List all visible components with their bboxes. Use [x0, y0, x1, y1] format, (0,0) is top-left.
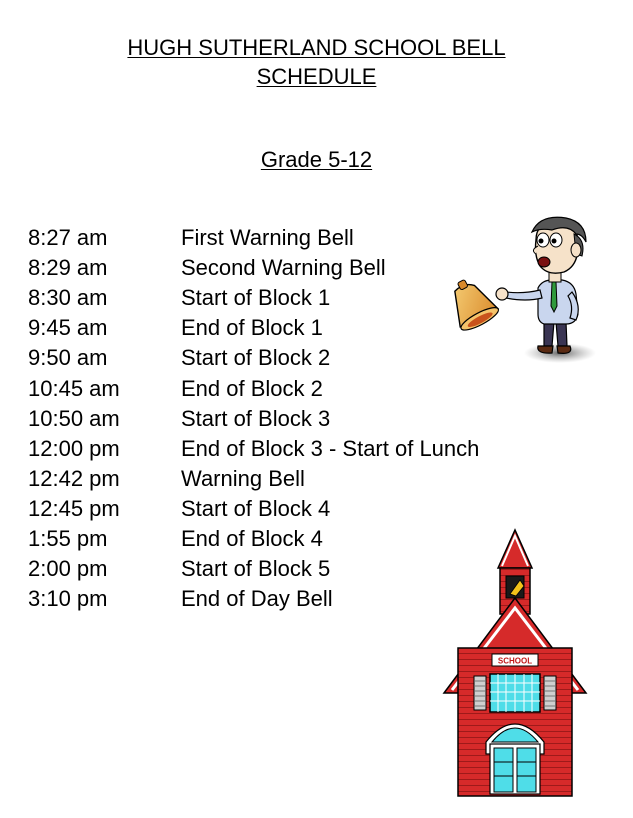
- schoolhouse-illustration: [440, 528, 590, 798]
- schedule-event: Start of Block 1: [181, 285, 331, 311]
- schedule-event: End of Block 2: [181, 375, 323, 401]
- schedule-time: 9:50 am: [28, 345, 108, 371]
- schoolhouse-icon: [440, 528, 590, 798]
- schedule-row: [28, 434, 548, 464]
- schedule-event: Start of Block 5: [181, 556, 331, 582]
- page-title: [0, 33, 633, 91]
- schedule-event: End of Day Bell: [181, 586, 333, 612]
- schedule-time: 3:10 pm: [28, 586, 108, 612]
- schedule-time: 1:55 pm: [28, 525, 108, 551]
- schedule-row: [28, 404, 548, 434]
- schedule-time: 8:27 am: [28, 225, 108, 251]
- title-line-2: SCHEDULE: [256, 64, 377, 89]
- schedule-row: [28, 494, 548, 524]
- schedule-event: End of Block 4: [181, 525, 323, 551]
- schedule-time: 12:45 pm: [28, 495, 120, 521]
- grade-subtitle: [0, 146, 633, 174]
- schedule-event: End of Block 1: [181, 315, 323, 341]
- schedule-event: Second Warning Bell: [181, 255, 386, 281]
- teacher-ringing-bell-illustration: [440, 210, 600, 370]
- schedule-event: End of Block 3 - Start of Lunch: [181, 435, 480, 461]
- schedule-time: 12:42 pm: [28, 465, 120, 491]
- schedule-time: 8:30 am: [28, 285, 108, 311]
- schedule-event: Warning Bell: [181, 465, 305, 491]
- schedule-event: Start of Block 2: [181, 345, 331, 371]
- schedule-row: [28, 464, 548, 494]
- teacher-ringing-bell-icon: [440, 210, 600, 370]
- schedule-time: 10:50 am: [28, 405, 120, 431]
- schedule-event: Start of Block 4: [181, 495, 331, 521]
- schedule-row: [28, 373, 548, 403]
- school-sign-text: SCHOOL: [497, 656, 533, 666]
- schedule-time: 10:45 am: [28, 375, 120, 401]
- title-line-1: HUGH SUTHERLAND SCHOOL BELL: [127, 35, 506, 60]
- schedule-time: 8:29 am: [28, 255, 108, 281]
- schedule-time: 9:45 am: [28, 315, 108, 341]
- schedule-time: 12:00 pm: [28, 435, 120, 461]
- schedule-event: Start of Block 3: [181, 405, 331, 431]
- grade-subtitle-text: Grade 5-12: [260, 147, 373, 172]
- schedule-time: 2:00 pm: [28, 556, 108, 582]
- schedule-event: First Warning Bell: [181, 225, 354, 251]
